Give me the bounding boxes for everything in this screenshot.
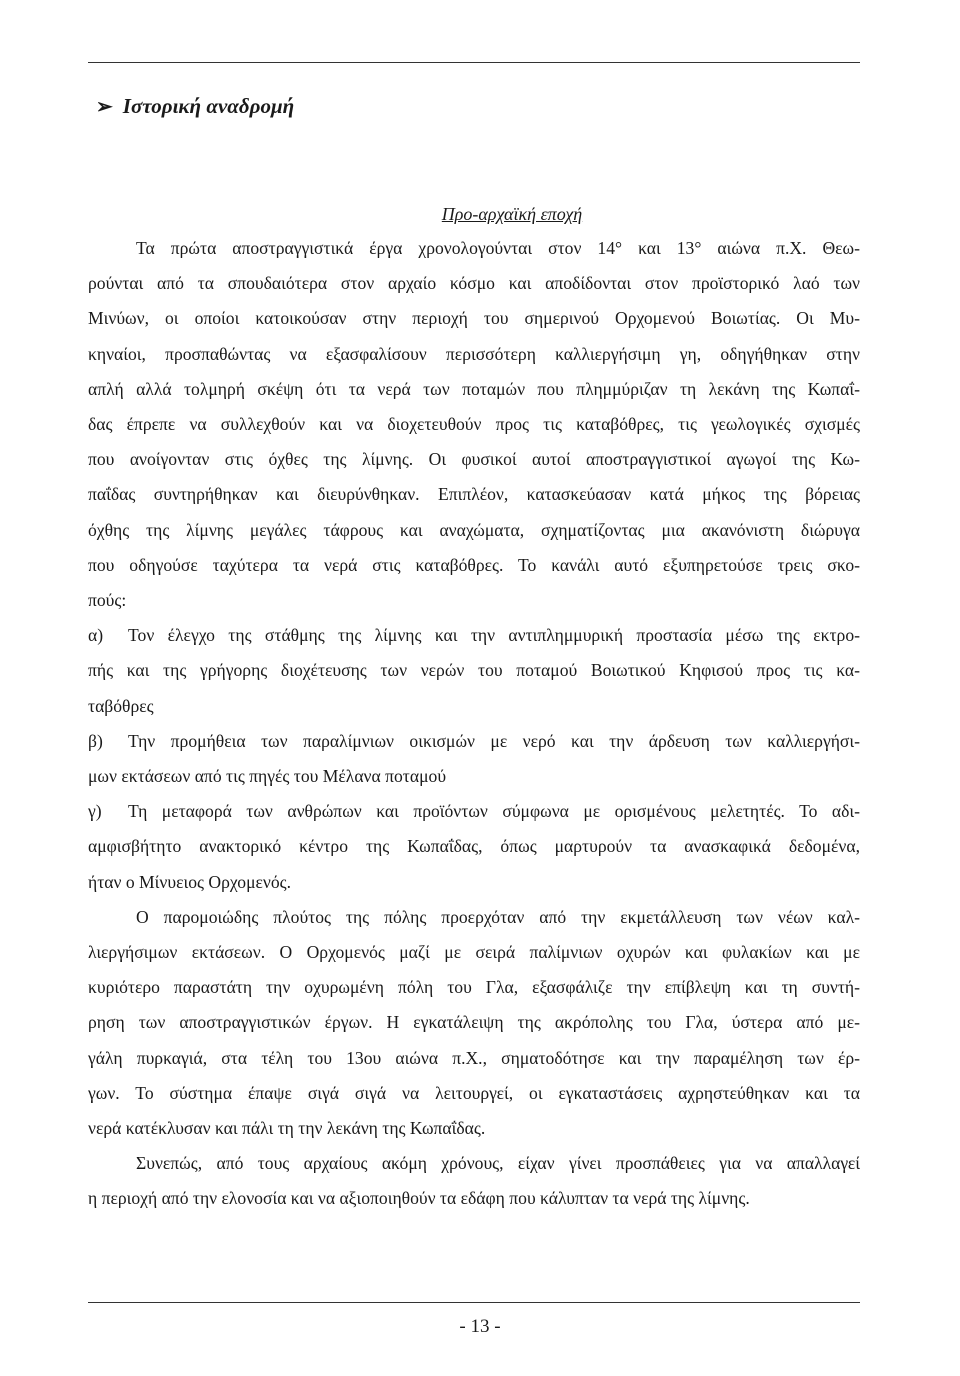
text-line: που ανοίγονταν στις όχθες της λίμνης. Οι φυσικοί αυτοί αποστραγγιστικοί αγωγοί της Κω- [88,449,860,470]
list-label: α) [88,625,104,646]
section-heading-text: Ιστορική αναδρομή [122,94,295,118]
text-line: απλή αλλά τολμηρή σκέψη ότι τα νερά των ποταμών που πλημμύριζαν τη λεκάνη της Κωπαΐ- [88,378,860,399]
text-line: κηναίοι, προσπαθώντας να εξασφαλίσουν περισσότερη καλλιεργήσιμη γη, οδηγήθηκαν στην [88,343,860,364]
list-item-b [88,724,860,794]
list-item-c [88,794,860,900]
subsection-title-text: Προ-αρχαϊκή εποχή [441,204,583,224]
text-line: όχθης της λίμνης μεγάλες τάφρους και αναχώματα, σχηματίζοντας μια ακανόνιστη διώρυγα [88,519,860,540]
text-line: μων εκτάσεων από τις πηγές του Μέλανα ποταμού [88,766,447,787]
body-text [88,231,860,1217]
list-label: γ) [88,801,102,822]
text-line: Μινύων, οι οποίοι κατοικούσαν στην περιοχή του σημερινού Ορχομενού Βοιωτίας. Οι Μυ- [88,308,860,329]
text-line: ταβόθρες [88,695,154,716]
text-line: αμφισβήτητο ανακτορικό κέντρο της Κωπαΐδας, όπως μαρτυρούν τα ανασκαφικά δεδομένα, [88,836,860,857]
text-line: ρηση των αποστραγγιστικών έργων. Η εγκατάλειψη της ακρόπολης του Γλα, ύστερα από με- [88,1012,860,1033]
text-line: Τα πρώτα αποστραγγιστικά έργα χρονολογούνται στον 14° και 13° αιώνα π.Χ. Θεω- [136,238,860,258]
top-rule [88,62,860,63]
text-line: παΐδας συντηρήθηκαν και διευρύνθηκαν. Επιπλέον, κατασκεύασαν κατά μήκος της βόρειας [88,484,860,505]
text-line [88,724,860,759]
subsection-title [0,204,960,225]
list-text: Τη μεταφορά των ανθρώπων και προϊόντων σύμφωνα με ορισμένους μελετητές. Το αδι- [128,801,860,822]
text-line: κυριότερο παραστάτη την οχυρωμένη πόλη του Γλα, εξασφάλιζε την επίβλεψη και τη συντή- [88,977,860,998]
text-line: νερά κατέκλυσαν και πάλι τη την λεκάνη της Κωπαΐδας. [88,1118,486,1139]
text-line: δας έπρεπε να συλλεχθούν και να διοχετευθούν προς τις καταβόθρες, τις γεωλογικές σχισμές [88,414,860,435]
text-line: που οδηγούσε ταχύτερα τα νερά στις καταβόθρες. Το κανάλι αυτό εξυπηρετούσε τρεις σκο- [88,554,860,575]
paragraph-3 [88,1146,860,1216]
paragraph-2 [88,900,860,1146]
list-item-a [88,618,860,724]
text-line: ήταν ο Μίνυειος Ορχομενός. [88,871,292,892]
text-line [88,618,860,653]
text-line: γάλη πυρκαγιά, στα τέλη του 13ου αιώνα π.Χ., σηματοδότησε και την παραμέληση των έρ- [88,1047,860,1068]
text-line: γων. Το σύστημα έπαψε σιγά σιγά να λειτουργεί, οι εγκαταστάσεις αχρηστεύθηκαν και τα [88,1082,860,1103]
text-line: Ο παρομοιώδης πλούτος της πόλης προερχόταν από την εκμετάλλευση των νέων καλ- [136,906,860,927]
text-line [88,794,860,829]
text-line: πής και της γρήγορης διοχέτευσης των νερών του ποταμού Βοιωτικού Κηφισού προς τις κα- [88,660,860,681]
arrow-bullet-icon: ➢ [96,96,113,118]
text-line: ρούνται από τα σπουδαιότερα στον αρχαίο κόσμο και αποδίδονται στον προϊστορικό λαό των [88,273,860,294]
footer-rule [88,1302,860,1303]
list-text: Τον έλεγχο της στάθμης της λίμνης και την αντιπλημμυρική προστασία μέσω της εκτρο- [128,625,860,646]
text-line: η περιοχή από την ελονοσία και να αξιοποιηθούν τα εδάφη που κάλυπταν τα νερά της λίμνης. [88,1188,750,1209]
text-line: λιεργήσιμων εκτάσεων. Ο Ορχομενός μαζί με σειρά παλίμνιων οχυρών και φυλακίων και με [88,942,860,963]
text-line: Συνεπώς, από τους αρχαίους ακόμη χρόνους, είχαν γίνει προσπάθειες για να απαλλαγεί [136,1153,860,1174]
page-number: - 13 - [459,1316,501,1337]
list-label: β) [88,730,103,751]
list-text: Την προμήθεια των παραλίμνιων οικισμών με νερό και την άρδευση των καλλιεργήσι- [128,730,860,751]
section-heading [96,94,294,119]
text-line: πούς: [88,590,127,611]
paragraph-1 [88,231,860,618]
